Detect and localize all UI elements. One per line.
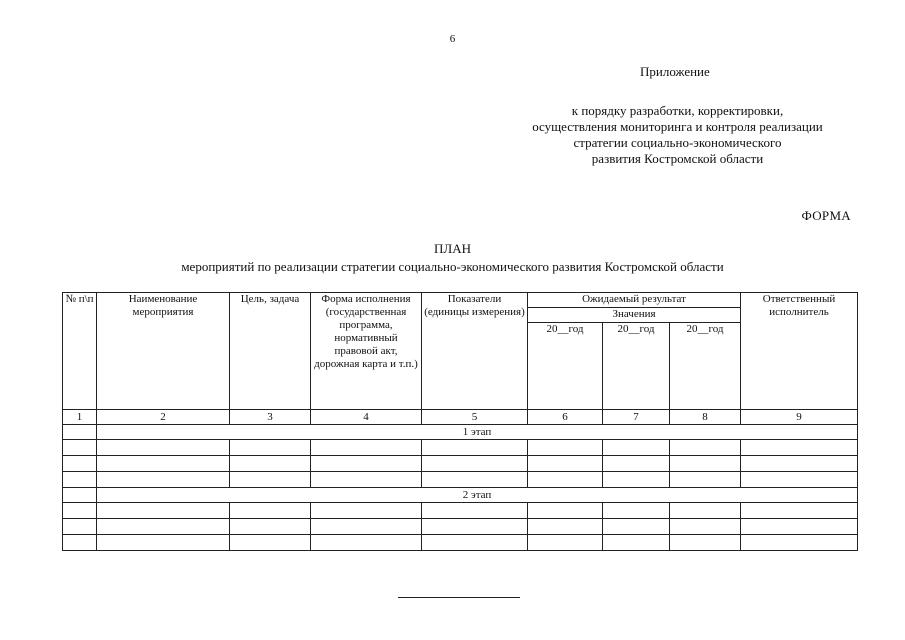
table-cell (528, 519, 603, 535)
table-cell (311, 472, 422, 488)
table-cell (230, 456, 311, 472)
table-cell (63, 503, 97, 519)
table-cell (63, 535, 97, 551)
appendix-ref-line: осуществления мониторинга и контроля реализации (532, 119, 823, 134)
header-row (63, 293, 858, 308)
table-cell (741, 503, 858, 519)
header-responsible: Ответственный исполнитель (741, 293, 858, 410)
header-indicators: Показатели (единицы измерения) (422, 293, 528, 410)
plan-subtitle: мероприятий по реализации стратегии социально-экономического развития Костромской области (181, 259, 724, 274)
table-row (63, 472, 858, 488)
table-cell (670, 440, 741, 456)
appendix-title: Приложение (640, 64, 710, 79)
table-cell (63, 488, 97, 503)
table-row (63, 535, 858, 551)
header-name: Наименование мероприятия (97, 293, 230, 410)
table-cell (311, 440, 422, 456)
footer-rule (398, 597, 520, 598)
header-year-3: 20__год (670, 323, 741, 410)
table-cell (230, 440, 311, 456)
header-year-2: 20__год (603, 323, 670, 410)
column-number: 3 (230, 410, 311, 425)
table-cell (528, 456, 603, 472)
table-cell (741, 440, 858, 456)
header-year-1: 20__год (528, 323, 603, 410)
stage-row (63, 488, 858, 503)
plan-table (62, 292, 858, 551)
table-cell (97, 535, 230, 551)
table-cell (603, 440, 670, 456)
table-cell (63, 425, 97, 440)
stage-row (63, 425, 858, 440)
table-cell (528, 503, 603, 519)
table-cell (422, 456, 528, 472)
column-number: 4 (311, 410, 422, 425)
stage-label: 2 этап (97, 488, 858, 503)
stage-label: 1 этап (97, 425, 858, 440)
column-number: 1 (63, 410, 97, 425)
table-cell (422, 503, 528, 519)
table-cell (670, 456, 741, 472)
header-form: Форма исполнения (государственная программа, нормативный правовой акт, дорожная карта и т.п.) (311, 293, 422, 410)
table-cell (311, 519, 422, 535)
table-cell (603, 472, 670, 488)
table-cell (63, 440, 97, 456)
table-cell (422, 535, 528, 551)
table-row (63, 519, 858, 535)
table-cell (97, 503, 230, 519)
header-goal: Цель, задача (230, 293, 311, 410)
table-cell (528, 535, 603, 551)
table-cell (603, 535, 670, 551)
table-cell (741, 519, 858, 535)
table-cell (311, 535, 422, 551)
table-cell (603, 519, 670, 535)
appendix-ref-line: к порядку разработки, корректировки, (571, 103, 784, 118)
table-cell (422, 519, 528, 535)
table-cell (741, 535, 858, 551)
table-cell (97, 440, 230, 456)
column-number-row (63, 410, 858, 425)
column-number: 5 (422, 410, 528, 425)
table-cell (670, 535, 741, 551)
table-cell (311, 503, 422, 519)
table-row (63, 440, 858, 456)
table-cell (311, 456, 422, 472)
table-cell (603, 503, 670, 519)
table-cell (528, 440, 603, 456)
column-number: 8 (670, 410, 741, 425)
header-expected: Ожидаемый результат (528, 293, 741, 308)
table-cell (97, 472, 230, 488)
column-number: 9 (741, 410, 858, 425)
table-row (63, 456, 858, 472)
table-cell (670, 503, 741, 519)
header-values: Значения (528, 308, 741, 323)
table-cell (63, 456, 97, 472)
appendix-ref-line: развития Костромской области (591, 151, 764, 166)
table-cell (422, 472, 528, 488)
table-cell (741, 456, 858, 472)
table-cell (603, 456, 670, 472)
column-number: 6 (528, 410, 603, 425)
table-cell (670, 519, 741, 535)
table-cell (230, 535, 311, 551)
appendix-reference (500, 103, 855, 167)
column-number: 7 (603, 410, 670, 425)
table-cell (741, 472, 858, 488)
appendix-ref-line: стратегии социально-экономического (573, 135, 782, 150)
table-cell (97, 456, 230, 472)
table-cell (63, 519, 97, 535)
plan-title: ПЛАН (434, 241, 471, 256)
form-label: ФОРМА (801, 208, 851, 223)
header-num: № п\п (63, 293, 97, 410)
table-row (63, 503, 858, 519)
page-number: 6 (449, 33, 456, 45)
table-cell (670, 472, 741, 488)
table-cell (230, 472, 311, 488)
table-cell (97, 519, 230, 535)
table-cell (230, 519, 311, 535)
table-cell (63, 472, 97, 488)
table-cell (230, 503, 311, 519)
column-number: 2 (97, 410, 230, 425)
table-cell (422, 440, 528, 456)
table-cell (528, 472, 603, 488)
